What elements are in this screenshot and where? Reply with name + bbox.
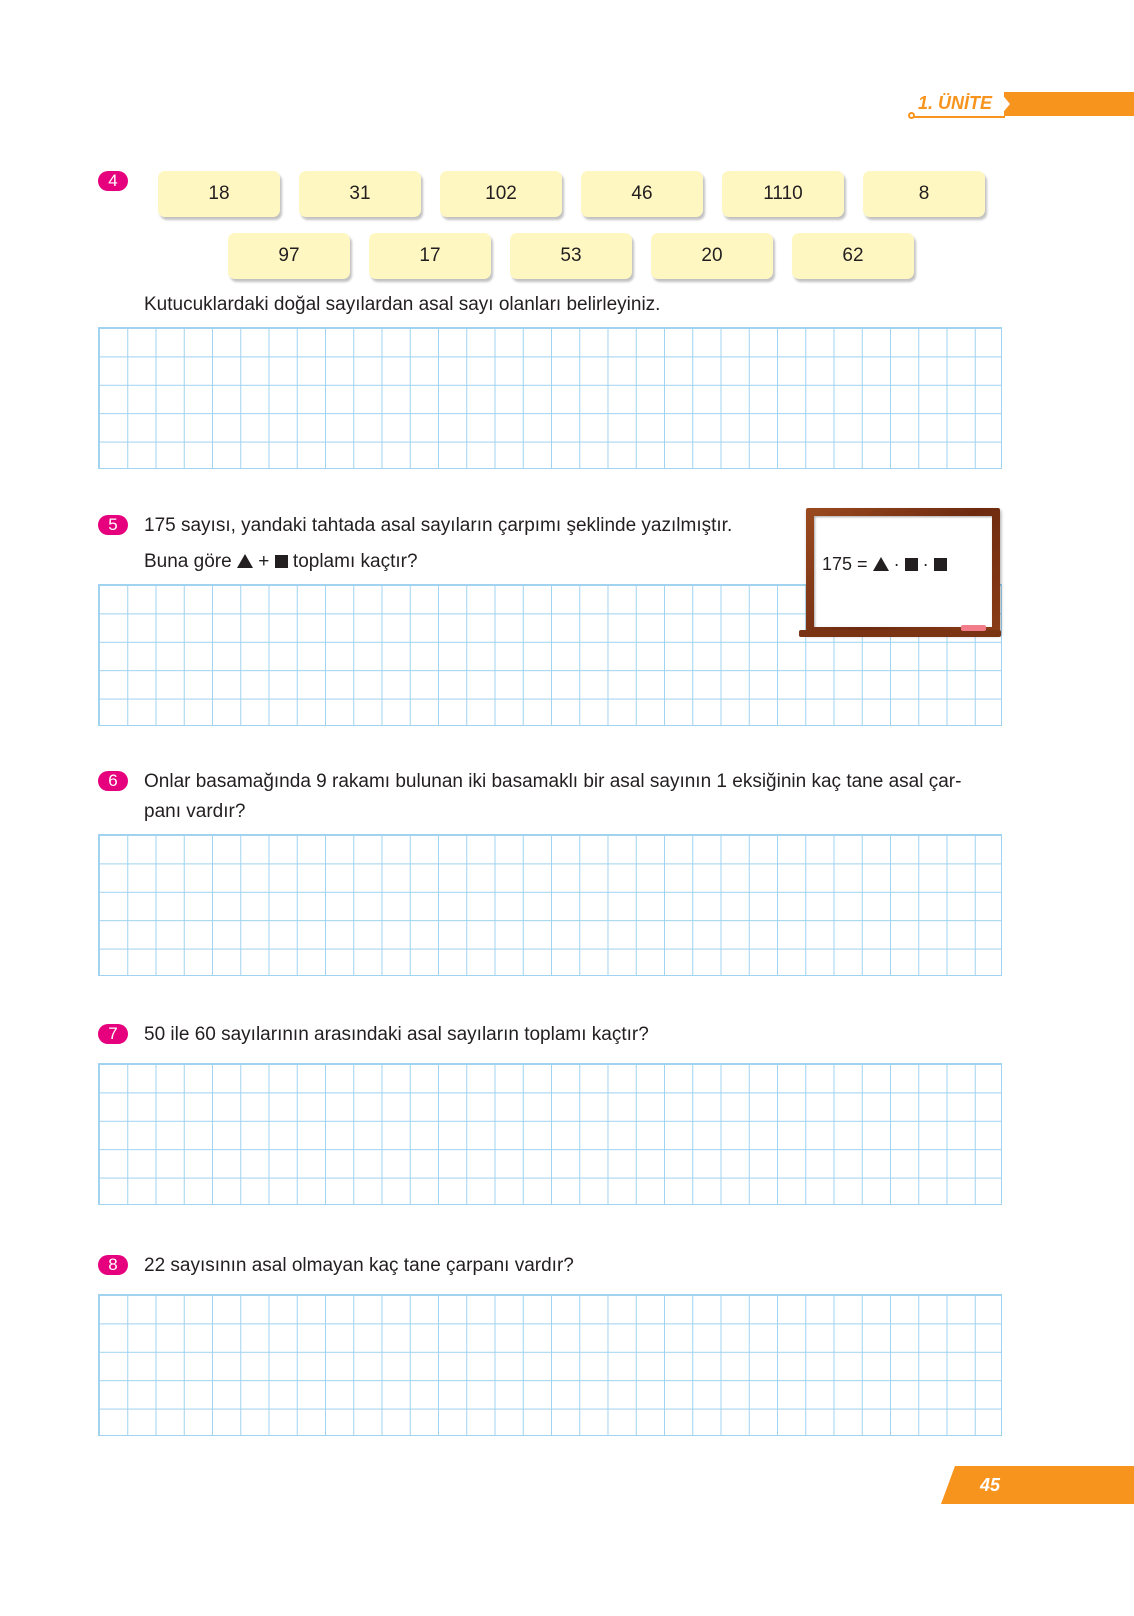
unit-underline [913, 116, 1005, 118]
question-5-text-before: Buna göre [144, 551, 232, 572]
number-box: 8 [863, 171, 985, 217]
answer-grid-8[interactable] [98, 1294, 1002, 1436]
question-7-badge: 7 [98, 1024, 128, 1044]
number-box: 53 [510, 233, 632, 279]
square-icon [905, 558, 918, 571]
page-number-bar-cut [941, 1466, 955, 1504]
dot-operator: · [893, 554, 900, 574]
unit-dot-icon [908, 112, 915, 119]
plus-sign: + [258, 551, 270, 572]
number-box: 1110 [722, 171, 844, 217]
square-icon [275, 555, 288, 568]
question-5-text-after: toplamı kaçtır? [292, 551, 418, 572]
number-box: 46 [581, 171, 703, 217]
number-box: 62 [792, 233, 914, 279]
question-6-text-line2: panı vardır? [144, 801, 246, 822]
question-4-text: Kutucuklardaki doğal sayılardan asal sayı olanları belirleyiniz. [144, 294, 661, 315]
question-5-text-line2 [144, 550, 418, 573]
question-8-text: 22 sayısının asal olmayan kaç tane çarpanı vardır? [144, 1255, 574, 1276]
page-number: 45 [980, 1475, 1001, 1495]
number-box: 102 [440, 171, 562, 217]
unit-header-notch [1000, 92, 1010, 116]
question-6-text-line1: Onlar basamağında 9 rakamı bulunan iki basamaklı bir asal sayının 1 eksiğinin kaç tane asal çar- [144, 771, 962, 792]
square-icon [934, 558, 947, 571]
number-box: 31 [299, 171, 421, 217]
chalkboard-equation [822, 554, 947, 575]
dot-operator: · [922, 554, 929, 574]
question-5-text-line1: 175 sayısı, yandaki tahtada asal sayıların çarpımı şeklinde yazılmıştır. [144, 515, 733, 536]
question-6-badge: 6 [98, 771, 128, 791]
triangle-icon [237, 554, 253, 568]
equation-lhs: 175 = [822, 554, 868, 574]
unit-title: 1. ÜNİTE [918, 93, 993, 113]
question-5-badge: 5 [98, 515, 128, 535]
answer-grid-6[interactable] [98, 834, 1002, 976]
number-box: 18 [158, 171, 280, 217]
number-box: 17 [369, 233, 491, 279]
answer-grid-4[interactable] [98, 327, 1002, 469]
unit-header-bar [1004, 92, 1134, 116]
question-8-badge: 8 [98, 1255, 128, 1275]
chalkboard-shelf [799, 630, 1001, 637]
number-box: 20 [651, 233, 773, 279]
question-7-text: 50 ile 60 sayılarının arasındaki asal sayıların toplamı kaçtır? [144, 1024, 649, 1045]
number-box: 97 [228, 233, 350, 279]
page-number-bar [941, 1466, 1134, 1504]
triangle-icon [873, 557, 889, 571]
question-4-badge: 4 [98, 171, 128, 191]
answer-grid-7[interactable] [98, 1063, 1002, 1205]
chalk-icon [961, 625, 986, 631]
